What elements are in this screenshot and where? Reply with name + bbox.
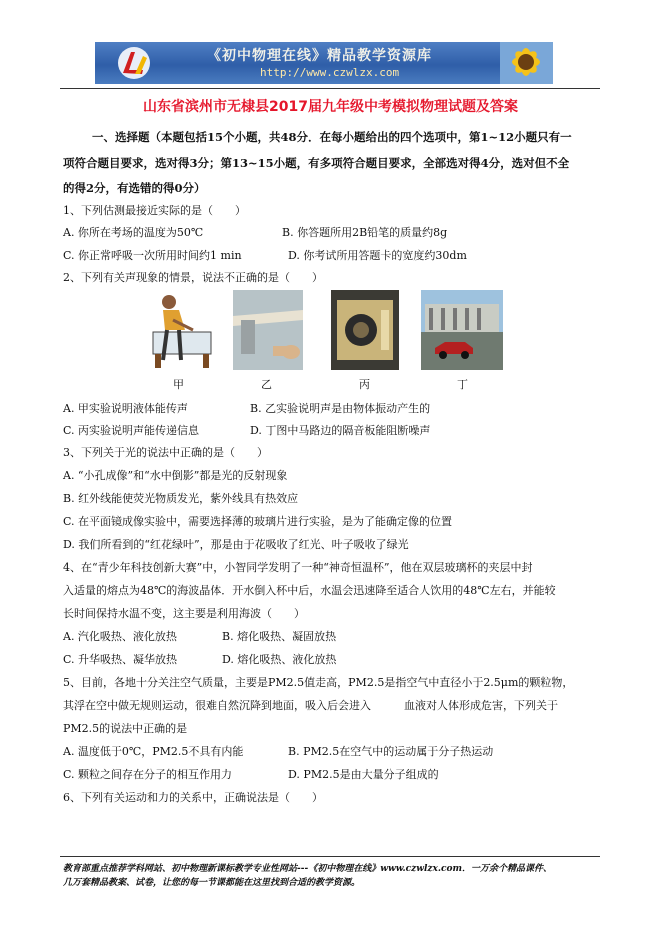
q2-option-d: D. 丁图中马路边的隔音板能阻断噪声 — [250, 424, 431, 437]
figure-label-jia: 甲 — [173, 378, 184, 391]
q1-option-b: B. 你答题所用2B铅笔的质量约8g — [282, 226, 448, 239]
figure-jia-image — [145, 290, 217, 370]
figure-label-yi: 乙 — [261, 378, 272, 391]
q1-option-a: A. 你所在考场的温度为50℃ — [63, 226, 204, 239]
q2-option-b: B. 乙实验说明声是由物体振动产生的 — [250, 402, 431, 415]
q5-option-b: B. PM2.5在空气中的运动属于分子热运动 — [288, 745, 494, 758]
footer-line-1: 教育部重点推荐学科网站、初中物理新课标教学专业性网站---《初中物理在线》www.czwlzx.com．一万余个精品课件、 — [63, 864, 553, 874]
figure-yi-image — [233, 290, 303, 370]
q6-stem: 6、下列有关运动和力的关系中，正确说法是（ ） — [63, 791, 323, 804]
footer-text — [63, 862, 552, 890]
banner-url[interactable]: http://www.czwlzx.com — [260, 66, 400, 79]
q1-option-d: D. 你考试所用答题卡的宽度约30dm — [288, 249, 467, 262]
q5-option-d: D. PM2.5是由大量分子组成的 — [288, 768, 439, 781]
figure-label-ding: 丁 — [457, 378, 468, 391]
q1-option-c: C. 你正常呼吸一次所用时间约1 min — [63, 249, 242, 262]
footer-line-2: 几万套精品教案、试卷，让您的每一节课都能在这里找到合适的教学资源。 — [63, 878, 361, 888]
q3-option-c: C. 在平面镜成像实验中，需要选择薄的玻璃片进行实验，是为了能确定像的位置 — [63, 515, 453, 528]
document-title: 山东省滨州市无棣县2017届九年级中考模拟物理试题及答案 — [143, 99, 518, 115]
q4-option-c: C. 升华吸热、凝华放热 — [63, 653, 178, 666]
q4-stem-line-1: 4、在“青少年科技创新大赛”中，小智同学发明了一种“神奇恒温杯”，他在双层玻璃杯的夹层中封 — [63, 561, 533, 574]
q3-stem: 3、下列关于光的说法中正确的是（ ） — [63, 446, 268, 459]
q4-option-b: B. 熔化吸热、凝固放热 — [222, 630, 337, 643]
q1-stem: 1、下列估测最接近实际的是（ ） — [63, 204, 246, 217]
section-header-line-3: 的得2分，有选错的得0分） — [63, 181, 206, 195]
q4-stem-line-3: 长时间保持水温不变，这主要是利用海波（ ） — [63, 607, 305, 620]
header-banner — [95, 42, 553, 84]
figure-bing-image — [331, 290, 399, 370]
section-header-line-2: 项符合题目要求，选对得3分；第13~15小题，有多项符合题目要求，全部选对得4分，选对但不全 — [63, 156, 570, 170]
q2-option-c: C. 丙实验说明声能传递信息 — [63, 424, 200, 437]
q4-stem-line-2: 入适量的熔点为48℃的海波晶体．开水倒入杯中后，水温会迅速降至适合人饮用的48℃左右，并能较 — [63, 584, 556, 597]
q4-option-a: A. 汽化吸热、液化放热 — [63, 630, 177, 643]
banner-title: 《初中物理在线》精品教学资源库 — [207, 48, 432, 64]
sunflower-image — [500, 42, 553, 84]
q5-option-a: A. 温度低于0℃，PM2.5不具有内能 — [63, 745, 244, 758]
footer-divider — [60, 856, 600, 857]
section-header-line-1: 一、选择题（本题包括15个小题，共48分．在每小题给出的四个选项中，第1~12小题只有一 — [92, 130, 572, 144]
q4-option-d: D. 熔化吸热、液化放热 — [222, 653, 337, 666]
header-divider — [60, 88, 600, 89]
q3-option-a: A. “小孔成像”和“水中倒影”都是光的反射现象 — [63, 469, 288, 482]
q5-stem-line-1: 5、目前，各地十分关注空气质量，主要是PM2.5值走高，PM2.5是指空气中直径小于2.5μm的颗粒物， — [63, 676, 574, 689]
site-logo — [117, 46, 151, 80]
q2-option-a: A. 甲实验说明液体能传声 — [63, 402, 188, 415]
q5-stem-line-2: 其浮在空中做无规则运动，很难自然沉降到地面，吸入后会进入 血液对人体形成危害，下列关于 — [63, 699, 558, 712]
figure-ding-image — [421, 290, 503, 370]
figure-label-bing: 丙 — [359, 378, 370, 391]
q5-option-c: C. 颗粒之间存在分子的相互作用力 — [63, 768, 233, 781]
q2-figures — [145, 290, 525, 396]
q5-stem-line-3: PM2.5的说法中正确的是 — [63, 722, 188, 735]
q2-stem: 2、下列有关声现象的情景，说法不正确的是（ ） — [63, 271, 323, 284]
q3-option-d: D. 我们所看到的“红花绿叶”，那是由于花吸收了红光、叶子吸收了绿光 — [63, 538, 409, 551]
q3-option-b: B. 红外线能使荧光物质发光，紫外线具有热效应 — [63, 492, 299, 505]
